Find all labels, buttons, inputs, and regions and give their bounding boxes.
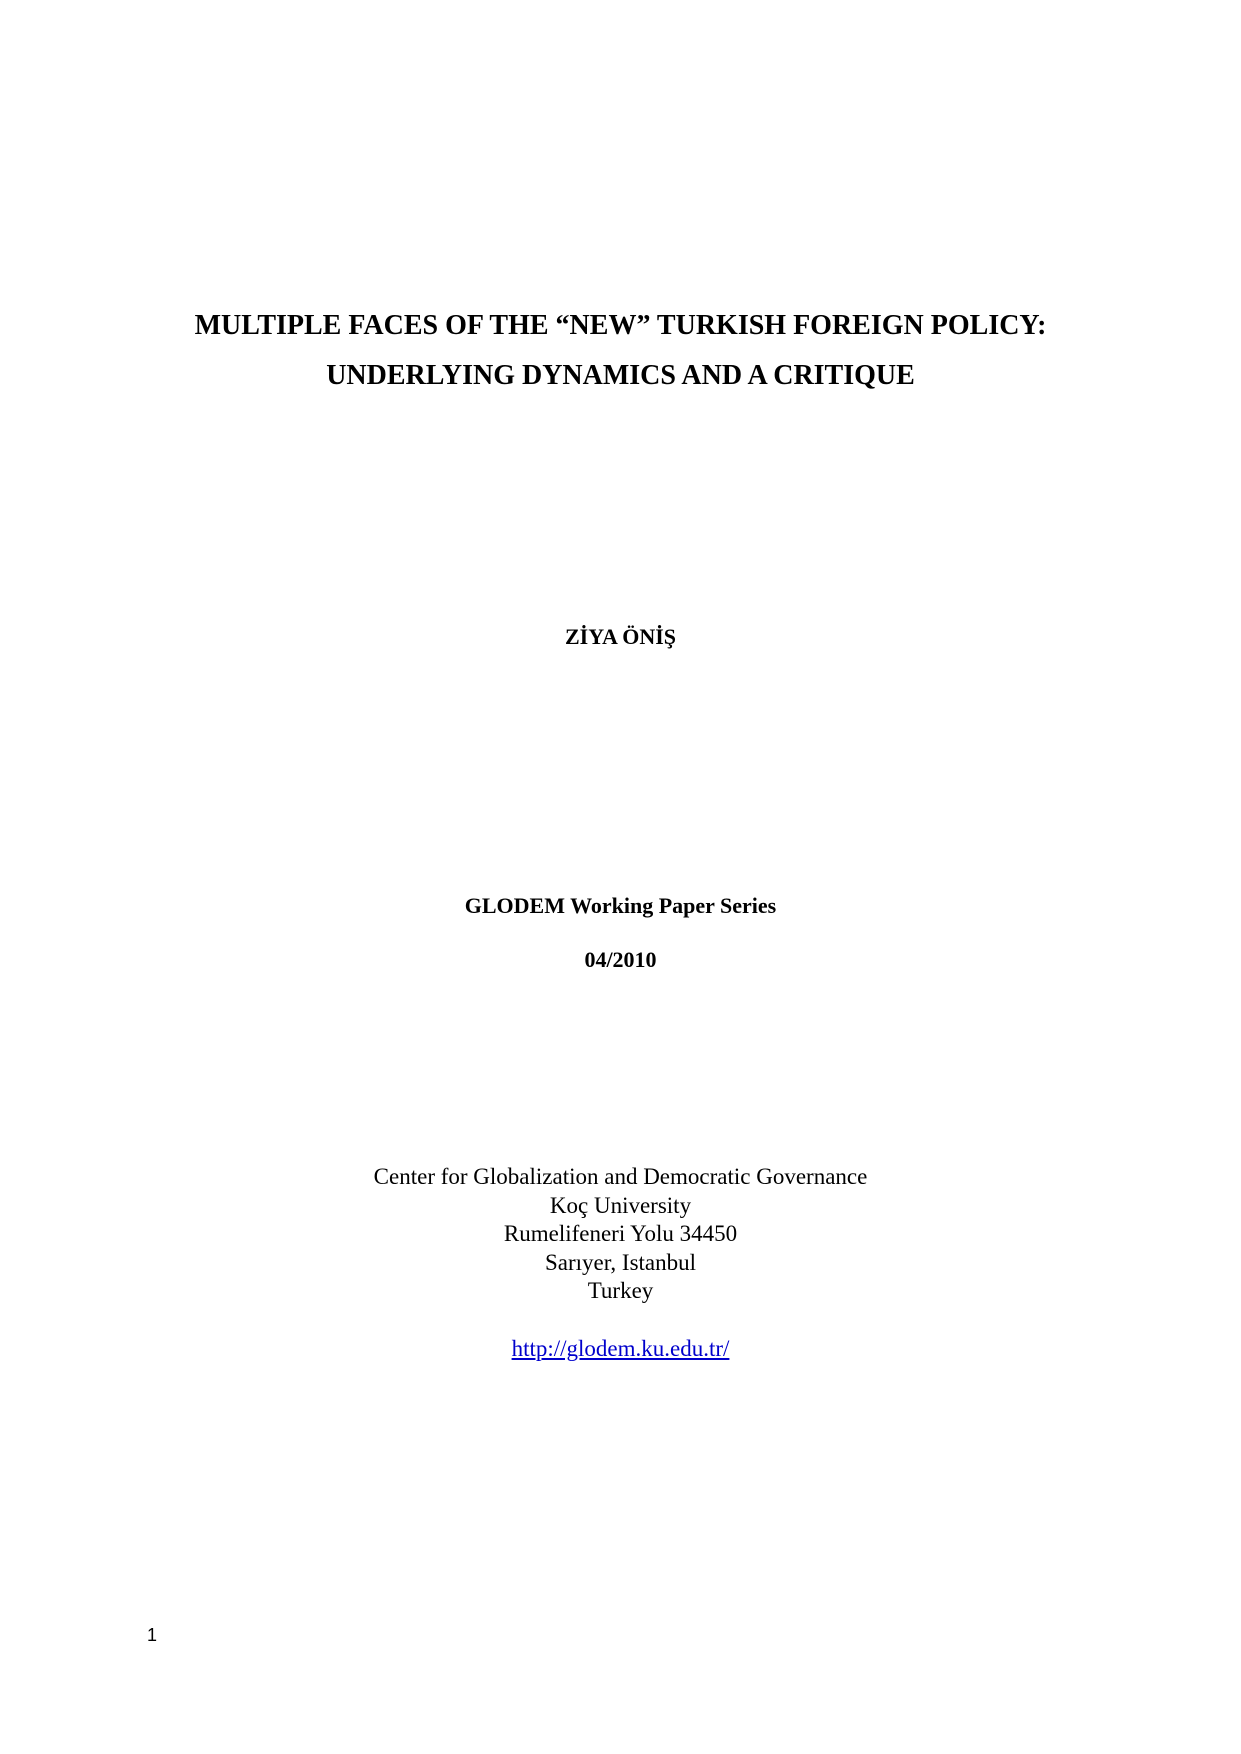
website-link[interactable]: http://glodem.ku.edu.tr/ — [511, 1336, 730, 1361]
address-line-street: Rumelifeneri Yolu 34450 — [503, 1221, 738, 1246]
paper-title-line-1: MULTIPLE FACES OF THE “NEW” TURKISH FOREIGN POLICY: — [194, 310, 1047, 341]
institution-address — [0, 1163, 1241, 1306]
address-line-university: Koç University — [549, 1192, 692, 1218]
page-number: 1 — [147, 1625, 158, 1645]
series-name: GLODEM Working Paper Series — [464, 893, 777, 918]
address-line-city: Sarıyer, Istanbul — [544, 1249, 697, 1275]
address-line-country: Turkey — [587, 1278, 654, 1303]
author-name: ZİYA ÖNİŞ — [564, 624, 677, 649]
url-container — [0, 1335, 1241, 1363]
address-line-institution: Center for Globalization and Democratic Governance — [373, 1164, 868, 1189]
paper-title-line-2: UNDERLYING DYNAMICS AND A CRITIQUE — [326, 360, 915, 391]
series-number: 04/2010 — [584, 947, 657, 972]
